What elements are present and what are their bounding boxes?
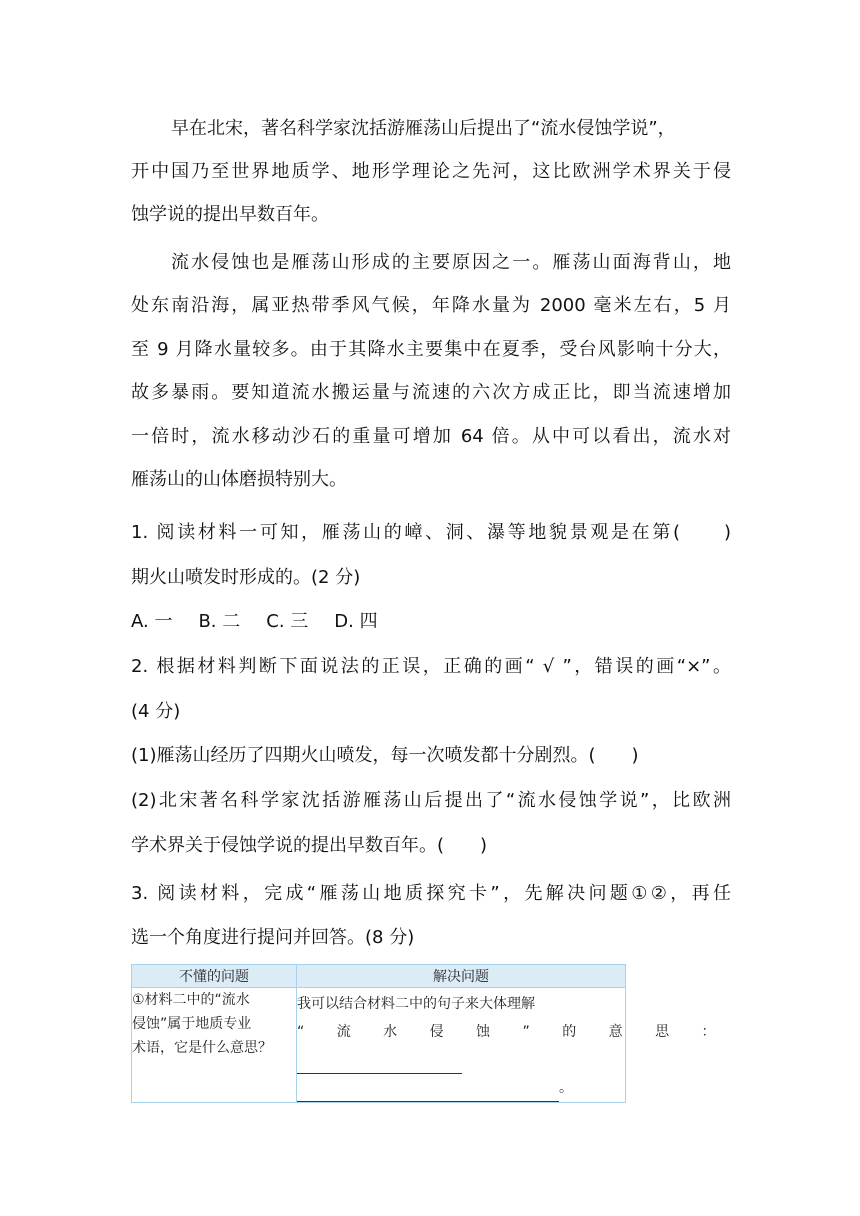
question-cell-line-1: ①材料二中的“流水 bbox=[132, 992, 250, 1008]
paragraph-1-line-2: 开中国乃至世界地质学、地形学理论之先河，这比欧洲学术界关于侵 bbox=[131, 161, 731, 182]
option-d[interactable]: D. 四 bbox=[334, 611, 378, 632]
option-b[interactable]: B. 二 bbox=[198, 611, 241, 632]
question-2-item-2-line-2: 学术界关于侵蚀学说的提出早数百年。( ) bbox=[131, 835, 488, 856]
question-2-line-1: 2. 根据材料判断下面说法的正误，正确的画“ √ ”，错误的画“×”。 bbox=[131, 656, 731, 677]
question-cell bbox=[132, 988, 297, 1103]
option-c[interactable]: C. 三 bbox=[266, 611, 309, 632]
paragraph-1-line-1: 早在北宋，著名科学家沈括游雁荡山后提出了“流水侵蚀学说”， bbox=[171, 118, 676, 139]
answer-cell bbox=[297, 988, 730, 1103]
question-3-line-2: 选一个角度进行提问并回答。(8 分) bbox=[131, 927, 415, 948]
inquiry-card-table bbox=[131, 964, 730, 1103]
question-2-line-2: (4 分) bbox=[131, 701, 181, 722]
answer-blank-1[interactable] bbox=[297, 1053, 462, 1074]
question-2-item-1: (1)雁荡山经历了四期火山喷发，每一次喷发都十分剧烈。( ) bbox=[131, 745, 639, 766]
answer-blank-2[interactable] bbox=[297, 1081, 559, 1102]
paragraph-2-line-2: 处东南沿海，属亚热带季风气候，年降水量为 2000 毫米左右，5 月 bbox=[131, 295, 731, 316]
question-2-item-2-line-1: (2)北宋著名科学家沈括游雁荡山后提出了“流水侵蚀学说”，比欧洲 bbox=[131, 790, 731, 811]
question-cell-line-2: 侵蚀”属于地质专业 bbox=[132, 1016, 252, 1032]
paragraph-2-line-5: 一倍时，流水移动沙石的重量可增加 64 倍。从中可以看出，流水对 bbox=[131, 426, 731, 447]
option-a[interactable]: A. 一 bbox=[131, 611, 173, 632]
question-cell-line-3: 术语，它是什么意思？ bbox=[132, 1040, 272, 1056]
paragraph-2-line-1: 流水侵蚀也是雁荡山形成的主要原因之一。雁荡山面海背山，地 bbox=[171, 252, 731, 273]
answer-prompt-line-1: 我可以结合材料二中的句子来大体理解 bbox=[297, 996, 535, 1012]
question-3-line-1: 3. 阅读材料，完成“雁荡山地质探究卡”，先解决问题①②，再任 bbox=[131, 883, 731, 904]
paragraph-2-line-3: 至 9 月降水量较多。由于其降水主要集中在夏季，受台风影响十分大， bbox=[131, 339, 731, 360]
question-1-line-1: 1. 阅读材料一可知，雁荡山的嶂、洞、瀑等地貌景观是在第( ) bbox=[131, 522, 732, 543]
paragraph-1-line-3: 蚀学说的提出早数百年。 bbox=[131, 204, 329, 225]
question-1-options bbox=[131, 610, 731, 634]
paragraph-2-line-6: 雁荡山的山体磨损特别大。 bbox=[131, 469, 347, 490]
header-unknown-question: 不懂的问题 bbox=[132, 965, 297, 988]
answer-prompt-line-2: “ 流 水 侵 蚀 ” 的 意 思 ： bbox=[297, 1024, 730, 1040]
header-solve-question: 解决问题 bbox=[297, 965, 626, 988]
question-1-line-2: 期火山喷发时形成的。(2 分) bbox=[131, 567, 361, 588]
paragraph-2-line-4: 故多暴雨。要知道流水搬运量与流速的六次方成正比，即当流速增加 bbox=[131, 382, 731, 403]
answer-end-mark: 。 bbox=[559, 1080, 573, 1096]
